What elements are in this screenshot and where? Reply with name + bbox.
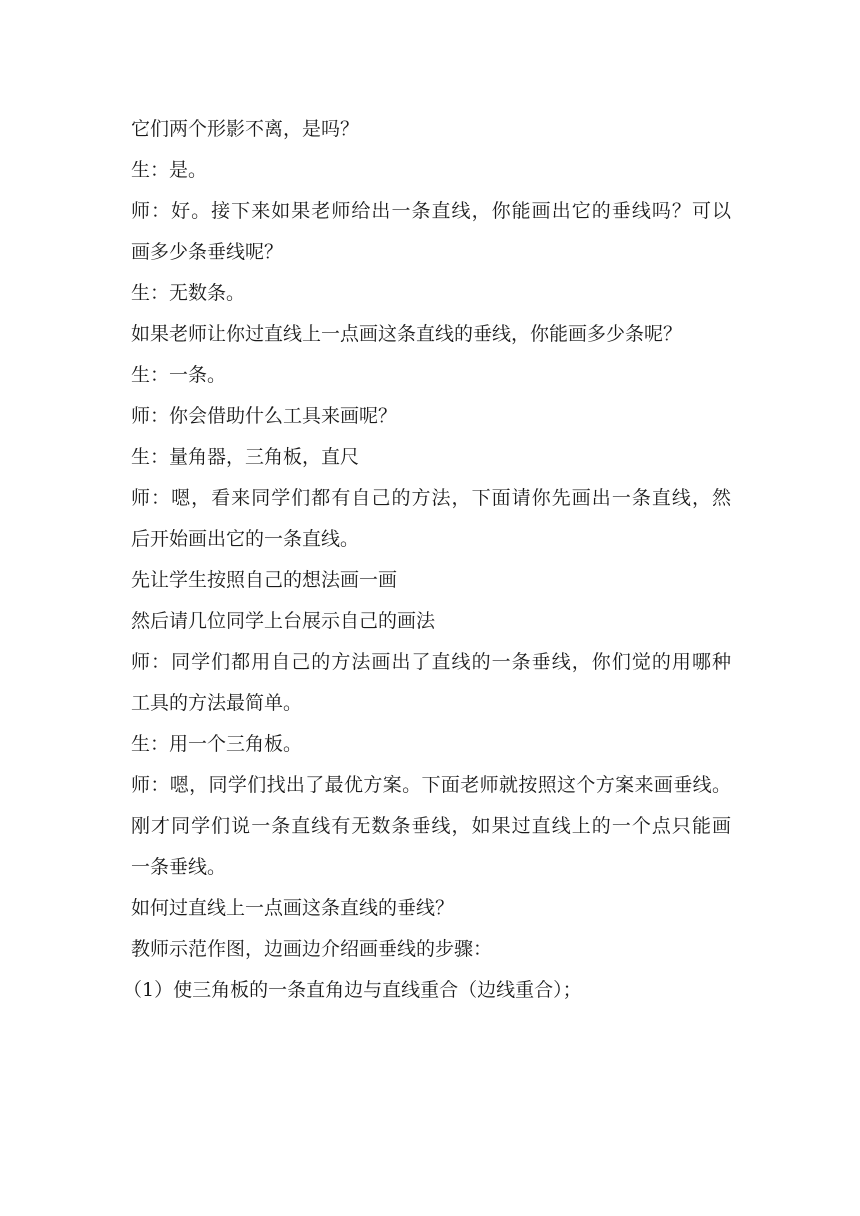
text-line: 教师示范作图，边画边介绍画垂线的步骤：: [131, 938, 493, 960]
paragraph: [131, 564, 731, 605]
text-line: 一条垂线。: [131, 856, 227, 878]
paragraph: [131, 605, 731, 646]
text-line: 先让学生按照自己的想法画一画: [131, 569, 398, 591]
text-line: 工具的方法最简单。: [131, 692, 303, 714]
text-line: 生：一条。: [131, 364, 227, 386]
text-line: 画多少条垂线呢？: [131, 241, 284, 263]
text-line: 它们两个形影不离，是吗？: [131, 118, 360, 140]
text-line: 师：嗯，同学们找出了最优方案。下面老师就按照这个方案来画垂线。: [131, 774, 731, 796]
text-line: 师：同学们都用自己的方法画出了直线的一条垂线，你们觉的用哪种: [131, 651, 731, 673]
text-line: 生：用一个三角板。: [131, 733, 303, 755]
text-line: 师：你会借助什么工具来画呢？: [131, 405, 398, 427]
paragraph: [131, 318, 731, 359]
paragraph: [131, 195, 731, 277]
paragraph: [131, 646, 731, 728]
paragraph: [131, 400, 731, 441]
text-line: 如何过直线上一点画这条直线的垂线？: [131, 897, 455, 919]
paragraph: [131, 728, 731, 769]
paragraph: [131, 482, 731, 564]
document-body: [123, 113, 731, 1015]
paragraph: [131, 113, 731, 154]
paragraph: [131, 892, 731, 933]
paragraph: [131, 441, 731, 482]
text-line: 师：嗯，看来同学们都有自己的方法，下面请你先画出一条直线，然: [131, 487, 731, 509]
paragraph: [131, 933, 731, 974]
paragraph: [131, 769, 731, 892]
text-line: 师：好。接下来如果老师给出一条直线，你能画出它的垂线吗？可以: [131, 200, 731, 222]
paragraph: [131, 359, 731, 400]
text-line: 后开始画出它的一条直线。: [131, 528, 360, 550]
paragraph: [131, 154, 731, 195]
text-line: 刚才同学们说一条直线有无数条垂线，如果过直线上的一个点只能画: [131, 815, 731, 837]
text-line: 然后请几位同学上台展示自己的画法: [131, 610, 436, 632]
text-line: 如果老师让你过直线上一点画这条直线的垂线，你能画多少条呢？: [131, 323, 683, 345]
paragraph: [131, 277, 731, 318]
text-line: 生：量角器，三角板，直尺: [131, 446, 360, 468]
text-line: （1）使三角板的一条直角边与直线重合（边线重合）；: [123, 979, 582, 1001]
text-line: 生：是。: [131, 159, 208, 181]
step-paragraph: [123, 974, 731, 1015]
text-line: 生：无数条。: [131, 282, 246, 304]
